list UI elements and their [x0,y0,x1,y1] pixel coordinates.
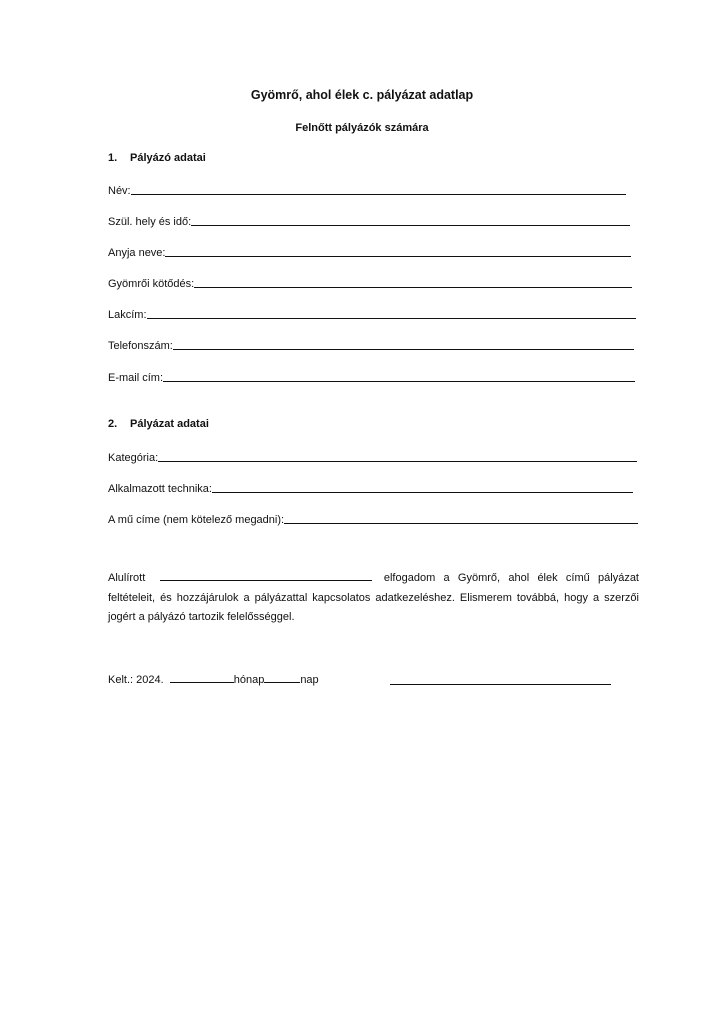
field-name[interactable] [108,181,626,197]
field-mother-name[interactable] [108,243,631,259]
section-heading-application [108,418,209,430]
field-blank-line[interactable] [284,511,638,524]
kelt-label: Kelt.: 2024. [108,674,164,686]
field-label: Gyömrői kötődés: [108,278,195,290]
signature-line[interactable] [390,684,611,685]
field-label: Telefonszám: [108,340,173,352]
declaration-paragraph [108,569,639,628]
declarant-name-blank[interactable] [160,569,372,581]
document-subtitle: Felnőtt pályázók számára [295,122,429,134]
month-label: hónap [233,674,265,686]
field-blank-line[interactable] [194,275,632,288]
date-line [108,671,319,686]
field-blank-line[interactable] [165,244,631,257]
section-number: 2. [108,418,118,430]
month-blank[interactable] [170,671,234,683]
section-title: Pályázat adatai [130,418,209,430]
field-address[interactable] [108,305,636,321]
field-birth-place-date[interactable] [108,212,630,228]
field-blank-line[interactable] [147,306,636,319]
field-label: E-mail cím: [108,372,163,384]
field-gyomro-connection[interactable] [108,274,632,290]
section-title: Pályázó adatai [130,152,206,164]
field-blank-line[interactable] [158,449,637,462]
field-label: A mű címe (nem kötelező megadni): [108,514,285,526]
section-number: 1. [108,152,118,164]
declaration-text: elfogadom a Gyömrő, ahol élek című pályázat feltételeit, és hozzájárulok a pályázattal kapcsolatos adatkezeléshez. Elismerem továbbá, hogy a szerzői jogért a pályázó tartozik felelősséggel. [108,572,639,623]
section-heading-applicant [108,152,206,164]
field-label: Lakcím: [108,309,147,321]
declaration-prefix: Alulírott [108,572,146,584]
field-label: Alkalmazott technika: [108,483,212,495]
field-label: Szül. hely és idő: [108,216,192,228]
field-email[interactable] [108,368,635,384]
field-label: Kategória: [108,452,159,464]
field-artwork-title[interactable] [108,510,638,526]
field-blank-line[interactable] [173,337,634,350]
field-label: Név: [108,185,131,197]
field-blank-line[interactable] [191,213,630,226]
document-title: Gyömrő, ahol élek c. pályázat adatlap [250,88,474,102]
day-blank[interactable] [264,671,300,683]
field-label: Anyja neve: [108,247,166,259]
field-phone[interactable] [108,336,634,352]
field-blank-line[interactable] [212,480,633,493]
field-blank-line[interactable] [131,182,626,195]
day-label: nap [300,674,319,686]
field-blank-line[interactable] [163,369,635,382]
field-category[interactable] [108,448,637,464]
field-technique[interactable] [108,479,633,495]
